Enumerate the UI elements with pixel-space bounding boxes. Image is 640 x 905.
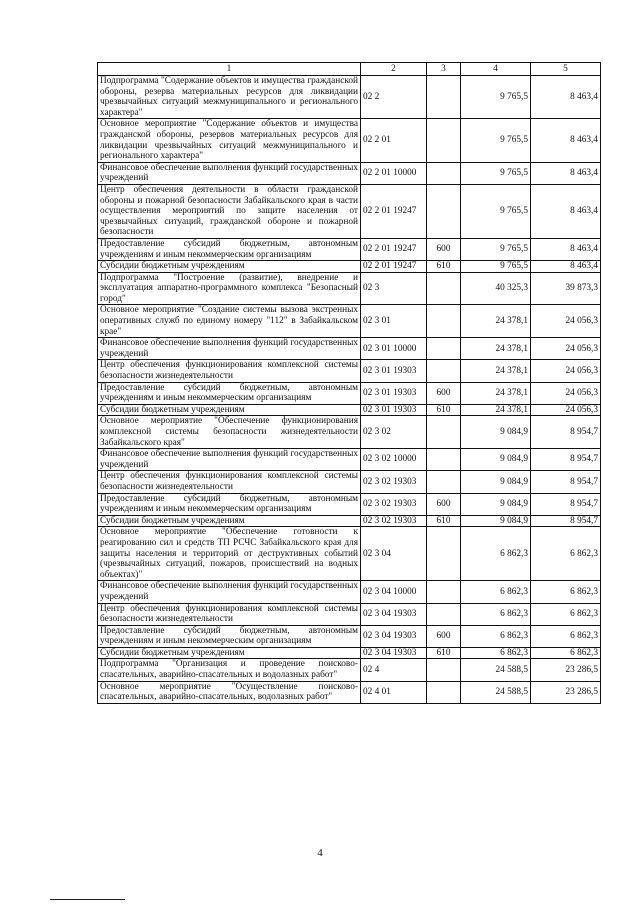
footer-rule xyxy=(50,899,125,900)
row-code-cell: 02 3 01 10000 xyxy=(361,338,427,360)
row-value-2-cell: 23 286,5 xyxy=(531,681,601,703)
row-name-cell: Основное мероприятие "Осуществление поисково-спасательных, аварийно-спасательных, водолазных работ" xyxy=(98,681,361,703)
row-code-cell: 02 3 02 19303 xyxy=(361,515,427,527)
row-value-2-cell: 6 862,3 xyxy=(531,581,601,603)
row-code-cell: 02 3 01 19303 xyxy=(361,404,427,416)
row-value-2-cell: 8 954,7 xyxy=(531,416,601,449)
row-value-1-cell: 6 862,3 xyxy=(461,625,531,647)
table-row xyxy=(98,119,601,162)
row-value-1-cell: 9 084,9 xyxy=(461,471,531,493)
row-name-cell: Субсидии бюджетным учреждениям xyxy=(98,515,361,527)
row-type-cell: 600 xyxy=(427,238,461,260)
row-value-1-cell: 9 765,5 xyxy=(461,119,531,162)
row-code-cell: 02 2 xyxy=(361,76,427,119)
row-type-cell: 600 xyxy=(427,625,461,647)
row-value-2-cell: 8 463,4 xyxy=(531,184,601,238)
row-value-1-cell: 9 765,5 xyxy=(461,238,531,260)
row-value-2-cell: 23 286,5 xyxy=(531,659,601,681)
table-row xyxy=(98,272,601,305)
row-type-cell xyxy=(427,581,461,603)
row-code-cell: 02 3 04 19303 xyxy=(361,625,427,647)
row-name-cell: Подпрограмма "Организация и проведение поисково-спасательных, аварийно-спасательных и водолазных работ" xyxy=(98,659,361,681)
row-value-2-cell: 6 862,3 xyxy=(531,603,601,625)
row-code-cell: 02 3 02 xyxy=(361,416,427,449)
row-value-1-cell: 24 378,1 xyxy=(461,382,531,404)
row-code-cell: 02 3 02 19303 xyxy=(361,471,427,493)
row-type-cell xyxy=(427,471,461,493)
row-value-2-cell: 8 463,4 xyxy=(531,119,601,162)
table-row xyxy=(98,338,601,360)
row-value-1-cell: 9 084,9 xyxy=(461,416,531,449)
row-value-2-cell: 6 862,3 xyxy=(531,647,601,659)
table-row xyxy=(98,382,601,404)
row-name-cell: Субсидии бюджетным учреждениям xyxy=(98,261,361,273)
table-row xyxy=(98,471,601,493)
budget-table xyxy=(97,62,601,704)
row-type-cell xyxy=(427,76,461,119)
row-type-cell: 610 xyxy=(427,404,461,416)
row-type-cell: 600 xyxy=(427,493,461,515)
row-name-cell: Основное мероприятие "Создание системы вызова экстренных оперативных служб по единому номеру "112" в Забайкальском крае" xyxy=(98,305,361,338)
row-value-1-cell: 9 084,9 xyxy=(461,493,531,515)
row-type-cell xyxy=(427,184,461,238)
row-name-cell: Субсидии бюджетным учреждениям xyxy=(98,647,361,659)
row-code-cell: 02 3 04 10000 xyxy=(361,581,427,603)
row-type-cell xyxy=(427,119,461,162)
row-name-cell: Подпрограмма "Построение (развитие), внедрение и эксплуатация аппаратно-программного комплекса "Безопасный город" xyxy=(98,272,361,305)
table-body xyxy=(98,76,601,704)
row-name-cell: Центр обеспечения функционирования комплексной системы безопасности жизнедеятельности xyxy=(98,471,361,493)
row-value-1-cell: 6 862,3 xyxy=(461,603,531,625)
row-type-cell: 610 xyxy=(427,261,461,273)
row-code-cell: 02 3 01 xyxy=(361,305,427,338)
row-type-cell xyxy=(427,305,461,338)
table-row xyxy=(98,360,601,382)
row-value-2-cell: 8 954,7 xyxy=(531,493,601,515)
row-code-cell: 02 3 01 19303 xyxy=(361,382,427,404)
row-code-cell: 02 2 01 10000 xyxy=(361,162,427,184)
row-value-1-cell: 6 862,3 xyxy=(461,527,531,581)
table-row xyxy=(98,184,601,238)
row-value-1-cell: 9 765,5 xyxy=(461,184,531,238)
row-name-cell: Предоставление субсидий бюджетным, автономным учреждениям и иным некоммерческим организациям xyxy=(98,493,361,515)
row-value-1-cell: 6 862,3 xyxy=(461,581,531,603)
row-value-2-cell: 24 056,3 xyxy=(531,382,601,404)
row-type-cell xyxy=(427,360,461,382)
table-row xyxy=(98,681,601,703)
row-code-cell: 02 3 04 19303 xyxy=(361,603,427,625)
row-value-2-cell: 24 056,3 xyxy=(531,338,601,360)
page-number: 4 xyxy=(317,847,323,859)
row-value-2-cell: 8 463,4 xyxy=(531,162,601,184)
row-value-2-cell: 8 954,7 xyxy=(531,515,601,527)
row-type-cell xyxy=(427,416,461,449)
row-name-cell: Финансовое обеспечение выполнения функций государственных учреждений xyxy=(98,449,361,471)
header-col-2: 2 xyxy=(361,63,427,76)
row-type-cell: 600 xyxy=(427,382,461,404)
header-col-1: 1 xyxy=(98,63,361,76)
row-value-2-cell: 8 463,4 xyxy=(531,76,601,119)
table-row xyxy=(98,449,601,471)
row-value-1-cell: 24 378,1 xyxy=(461,338,531,360)
row-name-cell: Предоставление субсидий бюджетным, автономным учреждениям и иным некоммерческим организациям xyxy=(98,238,361,260)
table-row xyxy=(98,625,601,647)
table-row xyxy=(98,603,601,625)
row-value-2-cell: 8 463,4 xyxy=(531,238,601,260)
row-value-1-cell: 9 084,9 xyxy=(461,449,531,471)
row-name-cell: Центр обеспечения деятельности в области гражданской обороны и пожарной безопасности Забайкальского края в части осуществления мероприятий по защите населения от чрезвычайных ситуаций, гражданской обороне и пожарной безопасности xyxy=(98,184,361,238)
row-type-cell xyxy=(427,272,461,305)
table-row xyxy=(98,493,601,515)
table-row xyxy=(98,238,601,260)
row-value-2-cell: 39 873,3 xyxy=(531,272,601,305)
row-value-2-cell: 6 862,3 xyxy=(531,527,601,581)
header-col-4: 4 xyxy=(461,63,531,76)
table-row xyxy=(98,515,601,527)
row-name-cell: Центр обеспечения функционирования комплексной системы безопасности жизнедеятельности xyxy=(98,603,361,625)
row-name-cell: Финансовое обеспечение выполнения функций государственных учреждений xyxy=(98,338,361,360)
row-value-1-cell: 24 588,5 xyxy=(461,659,531,681)
row-code-cell: 02 4 01 xyxy=(361,681,427,703)
row-name-cell: Субсидии бюджетным учреждениям xyxy=(98,404,361,416)
row-type-cell xyxy=(427,527,461,581)
row-value-2-cell: 8 463,4 xyxy=(531,261,601,273)
row-code-cell: 02 2 01 xyxy=(361,119,427,162)
row-name-cell: Финансовое обеспечение выполнения функций государственных учреждений xyxy=(98,162,361,184)
table-row xyxy=(98,76,601,119)
row-code-cell: 02 2 01 19247 xyxy=(361,184,427,238)
header-col-3: 3 xyxy=(427,63,461,76)
row-value-2-cell: 8 954,7 xyxy=(531,471,601,493)
row-code-cell: 02 4 xyxy=(361,659,427,681)
row-value-1-cell: 9 765,5 xyxy=(461,162,531,184)
row-type-cell xyxy=(427,681,461,703)
row-value-1-cell: 24 588,5 xyxy=(461,681,531,703)
row-code-cell: 02 2 01 19247 xyxy=(361,261,427,273)
row-code-cell: 02 3 04 xyxy=(361,527,427,581)
table-row xyxy=(98,404,601,416)
table-row xyxy=(98,527,601,581)
row-type-cell xyxy=(427,449,461,471)
row-type-cell: 610 xyxy=(427,647,461,659)
table-row xyxy=(98,261,601,273)
table-row xyxy=(98,162,601,184)
row-type-cell: 610 xyxy=(427,515,461,527)
table-row xyxy=(98,659,601,681)
row-name-cell: Подпрограмма "Содержание объектов и имущества гражданской обороны, резерва материальных ресурсов для ликвидации чрезвычайных ситуаций межмуниципального и регионального характера" xyxy=(98,76,361,119)
table-row xyxy=(98,305,601,338)
row-value-2-cell: 6 862,3 xyxy=(531,625,601,647)
row-code-cell: 02 3 01 19303 xyxy=(361,360,427,382)
row-name-cell: Финансовое обеспечение выполнения функций государственных учреждений xyxy=(98,581,361,603)
header-col-5: 5 xyxy=(531,63,601,76)
row-value-1-cell: 6 862,3 xyxy=(461,647,531,659)
row-value-2-cell: 24 056,3 xyxy=(531,360,601,382)
row-code-cell: 02 3 xyxy=(361,272,427,305)
row-type-cell xyxy=(427,603,461,625)
row-type-cell xyxy=(427,659,461,681)
row-value-2-cell: 8 954,7 xyxy=(531,449,601,471)
row-type-cell xyxy=(427,162,461,184)
row-value-2-cell: 24 056,3 xyxy=(531,305,601,338)
row-name-cell: Основное мероприятие "Обеспечение функционирования комплексной системы безопасности жизнедеятельности Забайкальского края" xyxy=(98,416,361,449)
row-code-cell: 02 3 02 19303 xyxy=(361,493,427,515)
row-value-2-cell: 24 056,3 xyxy=(531,404,601,416)
row-value-1-cell: 9 084,9 xyxy=(461,515,531,527)
row-name-cell: Предоставление субсидий бюджетным, автономным учреждениям и иным некоммерческим организациям xyxy=(98,625,361,647)
row-name-cell: Предоставление субсидий бюджетным, автономным учреждениям и иным некоммерческим организациям xyxy=(98,382,361,404)
row-type-cell xyxy=(427,338,461,360)
row-value-1-cell: 9 765,5 xyxy=(461,76,531,119)
row-value-1-cell: 9 765,5 xyxy=(461,261,531,273)
row-name-cell: Основное мероприятие "Содержание объектов и имущества гражданской обороны, резервов материальных ресурсов для ликвидации чрезвычайных ситуаций межмуниципального и регионального характера" xyxy=(98,119,361,162)
row-code-cell: 02 3 02 10000 xyxy=(361,449,427,471)
row-name-cell: Центр обеспечения функционирования комплексной системы безопасности жизнедеятельности xyxy=(98,360,361,382)
table-row xyxy=(98,416,601,449)
row-code-cell: 02 3 04 19303 xyxy=(361,647,427,659)
row-value-1-cell: 40 325,3 xyxy=(461,272,531,305)
table-row xyxy=(98,647,601,659)
row-value-1-cell: 24 378,1 xyxy=(461,305,531,338)
row-value-1-cell: 24 378,1 xyxy=(461,404,531,416)
table-row xyxy=(98,581,601,603)
header-row xyxy=(98,63,601,76)
row-value-1-cell: 24 378,1 xyxy=(461,360,531,382)
row-code-cell: 02 2 01 19247 xyxy=(361,238,427,260)
row-name-cell: Основное мероприятие "Обеспечение готовности к реагированию сил и средств ТП РСЧС Забайкальского края для защиты населения и территорий от деструктивных событий (чрезвычайных ситуаций, пожаров, происшествий на водных объектах)" xyxy=(98,527,361,581)
